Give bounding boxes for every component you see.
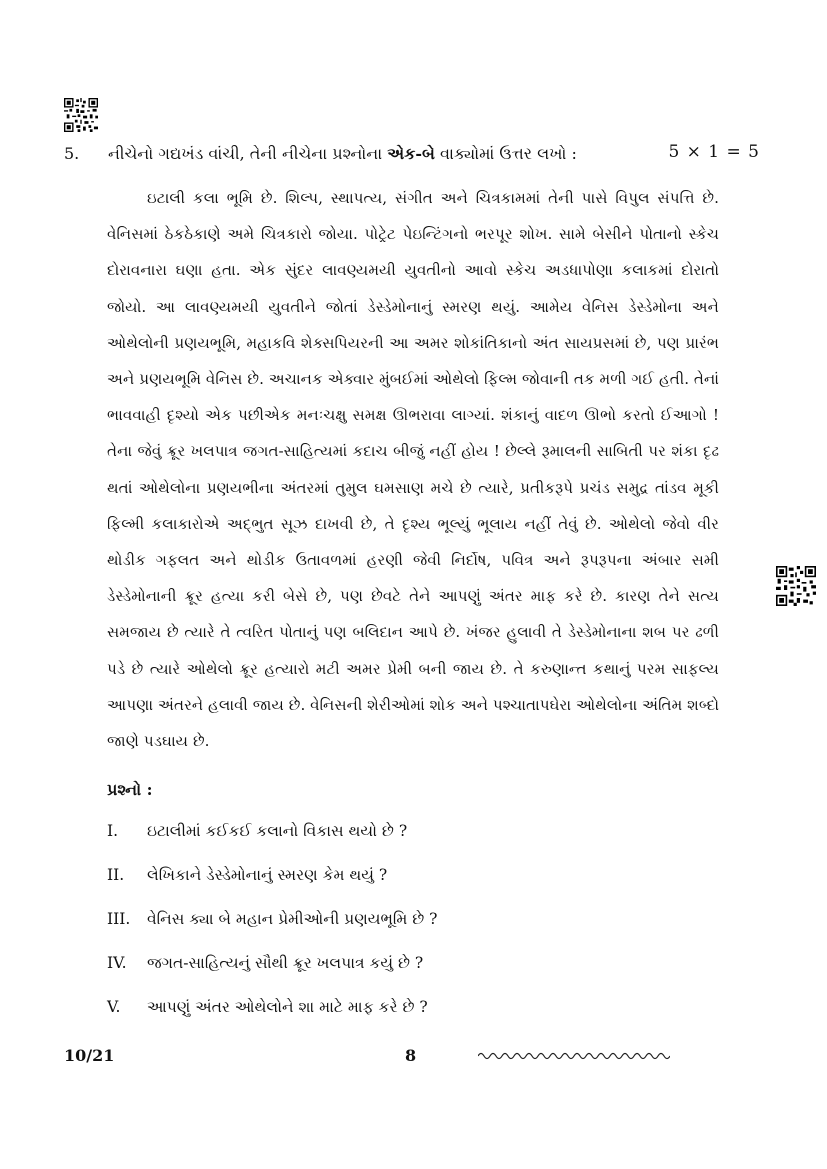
question-marks: 5 × 1 = 5 bbox=[668, 142, 760, 162]
wavy-line-decoration bbox=[478, 1050, 670, 1062]
question-text: લેખિકાને ડેસ્ડેમોનાનું સ્મરણ કેમ થયું ? bbox=[147, 866, 388, 884]
question-roman: V. bbox=[107, 998, 121, 1016]
instruction-bold: એક-બે bbox=[387, 144, 435, 163]
question-text: વેનિસ ક્યા બે મહાન પ્રેમીઓની પ્રણયભૂમિ છે ? bbox=[147, 910, 438, 928]
question-roman: I. bbox=[107, 822, 119, 840]
question-header bbox=[64, 140, 764, 168]
question-text: ઇટાલીમાં કઈકઈ કલાનો વિકાસ થયો છે ? bbox=[147, 822, 408, 840]
question-text: આપણું અંતર ઓથેલોને શા માટે માફ કરે છે ? bbox=[147, 998, 428, 1016]
questions-label: પ્રશ્નો : bbox=[107, 780, 153, 799]
question-roman: IV. bbox=[107, 954, 127, 972]
question-roman: III. bbox=[107, 910, 131, 928]
qr-code-icon bbox=[64, 98, 98, 132]
passage-text: ઇટાલી કલા ભૂમિ છે. શિલ્પ, સ્થાપત્ય, સંગીત અને ચિત્રકામમાં તેની પાસે વિપુલ સંપત્તિ છે. વેનિસમાં ઠેકઠેકાણે અમે ચિત્રકારો જોયા. પોટ્રેટ પેઇન્ટિંગનો ભરપૂર શોખ. સામે બેસીને પોતાનો સ્કેચ દોરાવનારા ઘણા હતા. એક સુંદર લાવણ્યમયી યુવતીનો આવો સ્કેચ અડધાપોણા કલાકમાં દોરાતો જોયો. આ લાવણ્યમયી યુવતીને જોતાં ડેસ્ડેમોનાનું સ્મરણ થયું. આમેય વેનિસ ડેસ્ડેમોના અને ઓથેલોની પ્રણયભૂમિ, મહાકવિ શેક્સપિયરની આ અમર શોકાંતિકાનો અંત સાયપ્રસમાં છે, પણ પ્રારંભ અને પ્રણયભૂમિ વેનિસ છે. અચાનક એક્વાર મુંબઈમાં ઓથેલો ફિલ્મ જોવાની તક મળી ગઈ હતી. તેનાં ભાવવાહી દૃશ્યો એક પછીએક મનઃચક્ષુ સમક્ષ ઊભરાવા લાગ્યાં. શંકાનું વાદળ ઊભો કરતો ઈઆગો ! તેના જેવું ક્રૂર ખલપાત્ર જગત-સાહિત્યમાં કદાચ બીજું નહીં હોય ! છેલ્લે રૂમાલની સાબિતી પર શંકા દૃઢ થતાં ઓથેલોના પ્રણયભીના અંતરમાં તુમુલ ઘમસાણ મચે છે ત્યારે, પ્રતીકરૂપે પ્રચંડ સમુદ્ર તાંડવ મૂકી ફિલ્મી કલાકારોએ અદ્ભુત સૂઝ દાખવી છે, તે દૃશ્ય ભૂલ્યું ભૂલાય નહીં તેવું છે. ઓથેલો જેવો વીર થોડીક ગફલત અને થોડીક ઉતાવળમાં હરણી જેવી નિર્દોષ, પવિત્ર અને રૂપરૂપના અંબાર સમી ડેસ્ડેમોનાની ક્રૂર હત્યા કરી બેસે છે, પણ છેવટે તેને આપણું અંતર માફ કરે છે. કારણ તેને સત્ય સમજાય છે ત્યારે તે ત્વરિત પોતાનું પણ બલિદાન આપે છે. ખંજર હુલાવી તે ડેસ્ડેમોનાના શબ પર ઢળી પડે છે ત્યારે ઓથેલો ક્રૂર હત્યારો મટી અમર પ્રેમી બની જાય છે. તે કરુણાન્ત કથાનું પરમ સાફલ્ય આપણા અંતરને હલાવી જાય છે. વેનિસની શેરીઓમાં શોક અને પશ્ચાતાપઘેરા ઓથેલોના અંતિમ શબ્દો જાણે પડઘાય છે. bbox=[107, 189, 719, 751]
passage bbox=[107, 180, 719, 759]
paper-code: 10/21 bbox=[64, 1046, 115, 1065]
question-roman: II. bbox=[107, 866, 125, 884]
question-instruction bbox=[108, 144, 577, 164]
question-number: 5. bbox=[64, 144, 80, 163]
qr-code-icon bbox=[776, 566, 816, 606]
instruction-suffix: વાક્યોમાં ઉત્તર લખો : bbox=[434, 144, 577, 163]
question-text: જગત-સાહિત્યનું સૌથી ક્રૂર ખલપાત્ર કયું છે ? bbox=[147, 954, 424, 972]
page-number: 8 bbox=[405, 1046, 417, 1065]
instruction-prefix: નીચેનો ગદ્યખંડ વાંચી, તેની નીચેના પ્રશ્નોના bbox=[108, 144, 388, 163]
